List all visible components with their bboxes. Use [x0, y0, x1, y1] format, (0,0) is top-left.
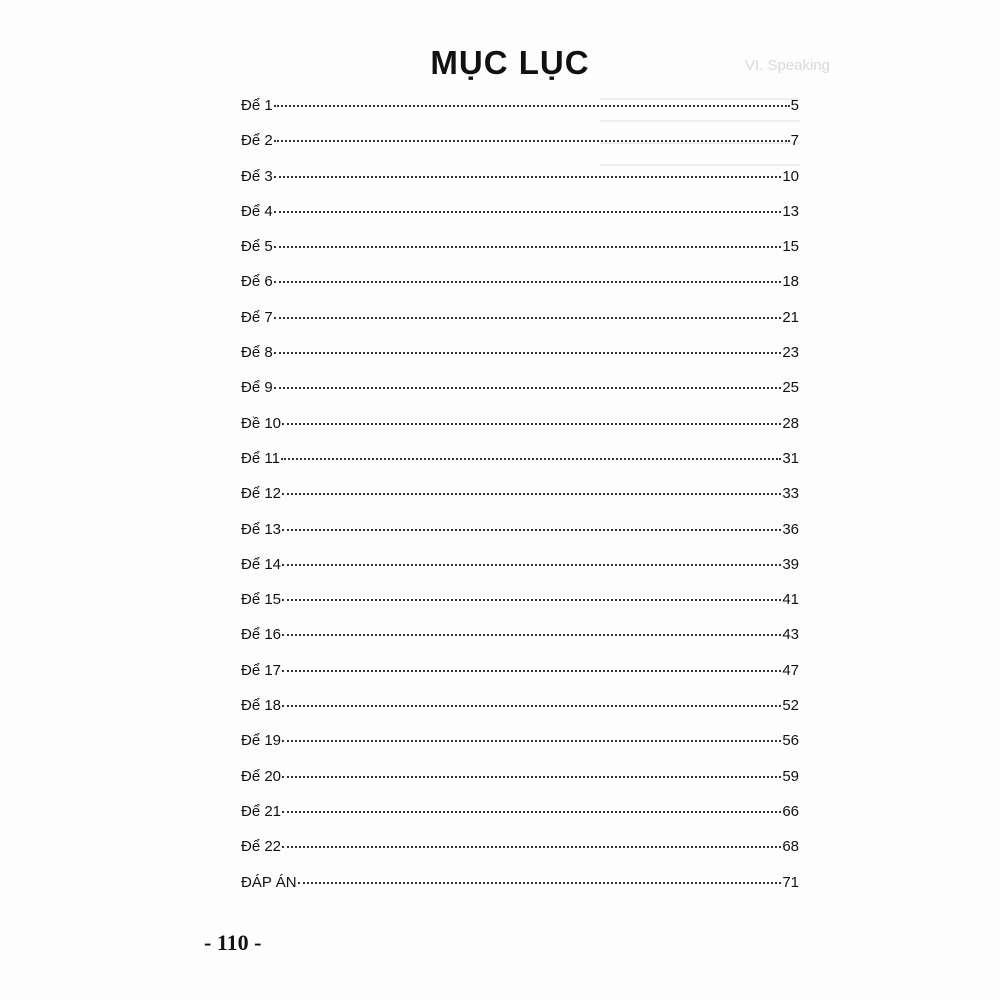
- page-title: MỤC LỤC: [430, 44, 590, 81]
- toc-entry[interactable]: [241, 412, 799, 447]
- toc-entry-label: Để 4: [241, 202, 273, 220]
- page-number: - 110 -: [204, 930, 262, 955]
- dot-leader: [282, 599, 781, 601]
- toc-entry-label: Để 1: [241, 97, 273, 114]
- dot-leader: [274, 387, 782, 389]
- toc-entry-page: 41: [782, 591, 799, 609]
- toc-entry[interactable]: [241, 306, 799, 341]
- toc-entry-label: Để 8: [241, 344, 273, 362]
- toc-entry-page: 68: [782, 838, 799, 856]
- toc-entry-page: 36: [782, 520, 799, 538]
- dot-leader: [282, 740, 781, 742]
- toc-entry-label: Để 13: [241, 520, 282, 538]
- toc-entry[interactable]: [241, 694, 799, 729]
- toc-entry-label: Để 7: [241, 308, 273, 326]
- toc-entry-page: 43: [782, 626, 799, 644]
- dot-leader: [298, 882, 782, 884]
- toc-entry-page: 21: [782, 308, 799, 326]
- toc-entry[interactable]: [241, 588, 799, 623]
- toc-entry-page: 47: [782, 661, 799, 679]
- toc-entry[interactable]: [241, 553, 799, 588]
- toc-entry[interactable]: [241, 94, 799, 129]
- dot-leader: [282, 846, 781, 848]
- toc-entry-label: Để 21: [241, 802, 282, 820]
- toc-entry-label: Để 15: [241, 591, 282, 609]
- toc-entry-page: 23: [782, 344, 799, 362]
- toc-entry-answers[interactable]: [241, 871, 799, 906]
- toc-entry-page: 66: [782, 802, 799, 820]
- toc-entry-page: 13: [782, 202, 799, 220]
- toc-entry[interactable]: [241, 659, 799, 694]
- toc-entry-label: Để 14: [241, 555, 282, 573]
- toc-entry-page: 5: [790, 97, 799, 114]
- bleed-through-heading: VI. Speaking: [744, 57, 830, 74]
- dot-leader: [282, 423, 781, 425]
- toc-entry-label: Để 9: [241, 379, 273, 397]
- toc-entry-label: ĐÁP ÁN: [241, 873, 297, 891]
- toc-entry[interactable]: [241, 200, 799, 235]
- toc-entry-page: 31: [782, 449, 799, 467]
- toc-entry-page: 71: [782, 873, 799, 891]
- toc-entry-page: 33: [782, 485, 799, 503]
- toc-entry-page: 10: [782, 167, 799, 185]
- toc-entry-label: Để 5: [241, 238, 273, 256]
- toc-entry-label: Để 11: [241, 449, 280, 467]
- toc-entry-label: Để 3: [241, 167, 273, 185]
- toc-entry-page: 18: [782, 273, 799, 291]
- toc-entry-label: Để 17: [241, 661, 282, 679]
- dot-leader: [282, 493, 781, 495]
- toc-entry[interactable]: [241, 165, 799, 200]
- toc-entry-page: 15: [782, 238, 799, 256]
- dot-leader: [282, 564, 781, 566]
- dot-leader: [274, 317, 782, 319]
- dot-leader: [282, 705, 781, 707]
- toc-entry[interactable]: [241, 447, 799, 482]
- toc-entry[interactable]: [241, 482, 799, 517]
- dot-leader: [274, 281, 782, 283]
- toc-entry-label: Để 18: [241, 697, 282, 715]
- toc-entry[interactable]: [241, 376, 799, 411]
- toc-entry[interactable]: [241, 341, 799, 376]
- toc-entry-page: 56: [782, 732, 799, 750]
- dot-leader: [274, 352, 782, 354]
- toc-entry-label: Để 19: [241, 732, 282, 750]
- toc-entry[interactable]: [241, 235, 799, 270]
- toc-entry-page: 28: [782, 414, 799, 432]
- toc-entry[interactable]: [241, 129, 799, 164]
- dot-leader: [282, 529, 781, 531]
- toc-entry[interactable]: [241, 835, 799, 870]
- toc-entry-label: Để 12: [241, 485, 282, 503]
- toc-entry-page: 25: [782, 379, 799, 397]
- toc-entry[interactable]: [241, 518, 799, 553]
- toc-entry-page: 52: [782, 697, 799, 715]
- dot-leader: [274, 140, 790, 142]
- toc-entry-label: Để 16: [241, 626, 282, 644]
- toc-entry-page: 59: [782, 767, 799, 785]
- toc-entry[interactable]: [241, 729, 799, 764]
- toc-entry[interactable]: [241, 270, 799, 305]
- toc-entry-page: 7: [790, 132, 799, 150]
- dot-leader: [282, 811, 781, 813]
- toc-entry-label: Đề 10: [241, 414, 282, 432]
- dot-leader: [274, 105, 790, 107]
- toc-entry-page: 39: [782, 555, 799, 573]
- dot-leader: [282, 634, 781, 636]
- dot-leader: [274, 176, 782, 178]
- dot-leader: [282, 670, 781, 672]
- toc-entry-label: Để 6: [241, 273, 273, 291]
- dot-leader: [274, 211, 782, 213]
- dot-leader: [282, 776, 781, 778]
- toc-entry-label: Để 20: [241, 767, 282, 785]
- toc-entry-label: Để 22: [241, 838, 282, 856]
- toc-entry[interactable]: [241, 623, 799, 658]
- toc-entry-label: Để 2: [241, 132, 273, 150]
- toc-entry[interactable]: [241, 765, 799, 800]
- toc-entry[interactable]: [241, 800, 799, 835]
- dot-leader: [274, 246, 782, 248]
- dot-leader: [281, 458, 781, 460]
- table-of-contents: [241, 94, 799, 906]
